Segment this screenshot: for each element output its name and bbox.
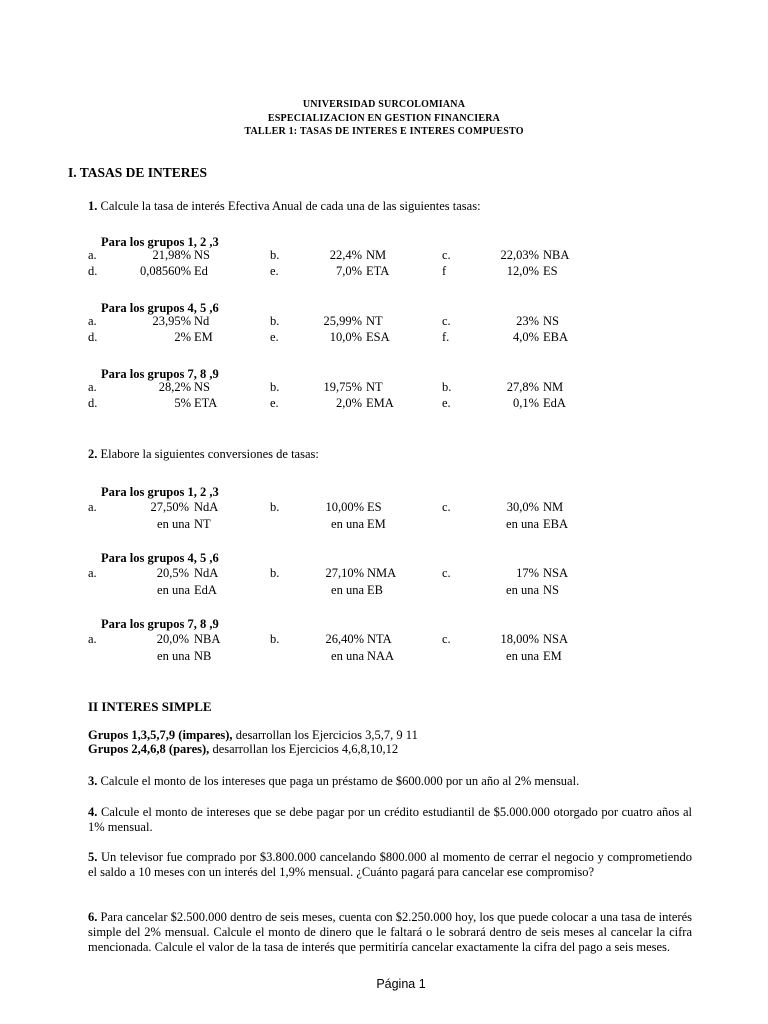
conversion-label: en una: [157, 517, 190, 531]
rate-type: NSA: [543, 632, 569, 646]
groups-even-text: desarrollan los Ejercicios 4,6,8,10,12: [209, 742, 399, 756]
item-letter: e.: [270, 330, 279, 344]
item-letter: d.: [88, 396, 98, 410]
page-number: Página 1: [376, 977, 426, 991]
question-1-text: Calcule la tasa de interés Efectiva Anual de cada una de las siguientes tasas:: [100, 199, 481, 213]
question-1-number: 1.: [88, 199, 98, 213]
rate-type: EdA: [543, 396, 566, 410]
question-1: [88, 199, 481, 214]
item-letter: a.: [88, 314, 97, 328]
rate-type: NMA: [367, 566, 397, 580]
item-letter: c.: [442, 314, 451, 328]
rate-type: NS: [194, 248, 210, 262]
conversion-label: en una: [331, 583, 364, 597]
rate-type: ES: [367, 500, 382, 514]
question-6-text: Para cancelar $2.500.000 dentro de seis meses, cuenta con $2.250.000 hoy, los que puede colocar a una tasa de interés simple del 2% mensual. Calcule el monto de dinero que le faltará o le sobrará dentro de seis meses al cancelar la cifra mencionada. Calcule el valor de la tasa de interés que permitiría cancelar exactamente la cifra del pago a seis meses.: [88, 910, 692, 954]
rate-type: NM: [543, 380, 564, 394]
target-rate-type: EBA: [543, 517, 568, 531]
rate-value: 27,10%: [325, 566, 364, 580]
target-rate-type: EB: [367, 583, 383, 597]
rate-type: NT: [366, 380, 383, 394]
rate-value: 23%: [516, 314, 539, 328]
rate-type: EM: [194, 330, 213, 344]
rate-type: Ed: [194, 264, 208, 278]
group-title: Para los grupos 4, 5 ,6: [101, 301, 219, 315]
conversion-label: en una: [331, 649, 364, 663]
rate-value: 5%: [174, 396, 191, 410]
target-rate-type: NB: [194, 649, 212, 663]
target-rate-type: NAA: [367, 649, 395, 663]
target-rate-type: EM: [543, 649, 562, 663]
rate-type: NSA: [543, 566, 569, 580]
rate-value: 21,98%: [152, 248, 191, 262]
rate-value: 22,03%: [500, 248, 539, 262]
rate-value: 10,0%: [329, 330, 362, 344]
target-rate-type: NS: [543, 583, 559, 597]
item-letter: a.: [88, 566, 97, 580]
rate-type: NdA: [194, 500, 219, 514]
rate-value: 27,8%: [506, 380, 539, 394]
question-6-number: 6.: [88, 910, 98, 924]
question-3-text: Calcule el monto de los intereses que paga un préstamo de $600.000 por un año al 2% mensual.: [100, 774, 580, 788]
question-2-number: 2.: [88, 447, 98, 461]
item-letter: a.: [88, 248, 97, 262]
item-letter: e.: [270, 396, 279, 410]
item-letter: a.: [88, 632, 97, 646]
rate-value: 30,0%: [506, 500, 539, 514]
rate-value: 2,0%: [335, 396, 362, 410]
conversion-label: en una: [506, 517, 539, 531]
item-letter: b.: [270, 380, 280, 394]
groups-odd-note: [88, 728, 418, 743]
rate-type: ESA: [366, 330, 390, 344]
rate-type: NBA: [194, 632, 221, 646]
rate-value: 26,40%: [325, 632, 364, 646]
item-letter: f.: [442, 330, 450, 344]
rate-type: NT: [366, 314, 383, 328]
question-5-number: 5.: [88, 850, 98, 864]
rate-type: NTA: [367, 632, 392, 646]
rate-value: 4,0%: [512, 330, 539, 344]
question-4-text: Calcule el monto de intereses que se debe pagar por un crédito estudiantil de $5.000.000 otorgado por cuatro años al 1% mensual.: [88, 805, 692, 834]
rate-type: ETA: [194, 396, 218, 410]
question-4-number: 4.: [88, 805, 98, 819]
rate-value: 12,0%: [506, 264, 539, 278]
rate-type: EBA: [543, 330, 568, 344]
rate-value: 20,5%: [156, 566, 189, 580]
item-letter: e.: [442, 396, 451, 410]
groups-odd-label: Grupos 1,3,5,7,9 (impares),: [88, 728, 233, 742]
item-letter: f: [442, 264, 447, 278]
item-letter: c.: [442, 500, 451, 514]
item-letter: e.: [270, 264, 279, 278]
conversion-label: en una: [506, 583, 539, 597]
target-rate-type: NT: [194, 517, 211, 531]
conversion-label: en una: [157, 583, 190, 597]
conversion-label: en una: [331, 517, 364, 531]
groups-even-note: [88, 742, 398, 757]
rate-type: ES: [543, 264, 558, 278]
section-2-title: II INTERES SIMPLE: [88, 699, 212, 714]
groups-even-label: Grupos 2,4,6,8 (pares),: [88, 742, 210, 756]
rate-type: ETA: [366, 264, 390, 278]
section-1-title: I. TASAS DE INTERES: [68, 165, 208, 180]
rate-type: NM: [366, 248, 387, 262]
rate-value: 2%: [174, 330, 191, 344]
target-rate-type: EM: [367, 517, 386, 531]
item-letter: a.: [88, 380, 97, 394]
item-letter: a.: [88, 500, 97, 514]
question-2-text: Elabore la siguientes conversiones de tasas:: [100, 447, 319, 461]
rate-type: NdA: [194, 566, 219, 580]
question-3: [88, 774, 692, 789]
item-letter: b.: [442, 380, 452, 394]
group-title: Para los grupos 7, 8 ,9: [101, 367, 219, 381]
rate-value: 22,4%: [329, 248, 362, 262]
question-5: [88, 850, 692, 880]
conversion-label: en una: [157, 649, 190, 663]
question-4: [88, 805, 692, 835]
item-letter: b.: [270, 314, 280, 328]
rate-value: 19,75%: [323, 380, 362, 394]
rate-value: 10,00%: [325, 500, 364, 514]
item-letter: b.: [270, 566, 280, 580]
item-letter: c.: [442, 248, 451, 262]
rate-type: NS: [194, 380, 210, 394]
question-5-text: Un televisor fue comprado por $3.800.000 cancelando $800.000 al momento de cerrar el negocio y comprometiendo el saldo a 10 meses con un interés del 1,9% mensual. ¿Cuánto pagará para cancelar ese compromiso?: [88, 850, 692, 879]
header-workshop-title: TALLER 1: TASAS DE INTERES E INTERES COMPUESTO: [244, 126, 524, 137]
rate-value: 20,0%: [156, 632, 189, 646]
item-letter: c.: [442, 566, 451, 580]
groups-odd-text: desarrollan los Ejercicios 3,5,7, 9 11: [232, 728, 418, 742]
question-3-number: 3.: [88, 774, 98, 788]
group-title: Para los grupos 4, 5 ,6: [101, 551, 219, 565]
item-letter: b.: [270, 632, 280, 646]
target-rate-type: EdA: [194, 583, 217, 597]
conversion-label: en una: [506, 649, 539, 663]
question-2: [88, 447, 319, 462]
group-title: Para los grupos 1, 2 ,3: [101, 235, 219, 249]
rate-value: 28,2%: [158, 380, 191, 394]
rate-value: 25,99%: [323, 314, 362, 328]
rate-type: NM: [543, 500, 564, 514]
header-program: ESPECIALIZACION EN GESTION FINANCIERA: [267, 113, 501, 124]
rate-value: 0,08560%: [139, 264, 191, 278]
item-letter: d.: [88, 330, 98, 344]
header-university: UNIVERSIDAD SURCOLOMIANA: [302, 99, 466, 110]
rate-type: NBA: [543, 248, 570, 262]
rate-type: NS: [543, 314, 559, 328]
question-6: [88, 910, 692, 955]
rate-value: 0,1%: [512, 396, 539, 410]
rate-type: EMA: [366, 396, 394, 410]
item-letter: c.: [442, 632, 451, 646]
rate-value: 23,95%: [152, 314, 191, 328]
group-title: Para los grupos 1, 2 ,3: [101, 485, 219, 499]
rate-value: 27,50%: [150, 500, 189, 514]
item-letter: b.: [270, 248, 280, 262]
group-title: Para los grupos 7, 8 ,9: [101, 617, 219, 631]
rate-type: Nd: [194, 314, 210, 328]
rate-value: 18,00%: [500, 632, 539, 646]
rate-value: 17%: [516, 566, 539, 580]
rate-value: 7,0%: [335, 264, 362, 278]
item-letter: d.: [88, 264, 98, 278]
item-letter: b.: [270, 500, 280, 514]
